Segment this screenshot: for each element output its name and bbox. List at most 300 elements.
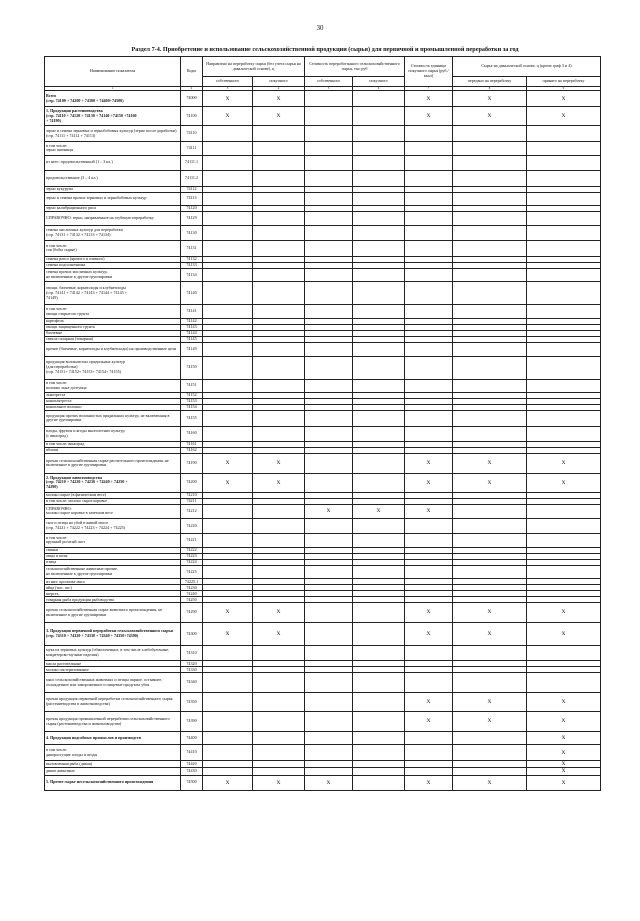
row-cell [353,454,405,474]
table-row [45,673,601,693]
row-cell [253,768,305,775]
row-cell [305,454,353,474]
header-processing-group: Направлено на переработку сырья (без учета сырья на давальческой основе), ц [203,57,305,77]
row-cell [453,212,527,226]
row-name: прочая продукция промышленной переработки сельскохозяйственного сырья (растениеводства и животноводства) [45,712,181,732]
row-name: масла растительные [45,661,181,667]
header-own: собственного [203,77,253,87]
row-cell [405,673,453,693]
table-row [45,775,601,791]
row-cell [527,141,601,155]
row-cell: X [305,775,353,791]
row-cell [253,518,305,534]
row-cell [305,192,353,206]
row-name: зерно калибрационного риса [45,206,181,212]
row-name: Всего (стр. 74100 + 74200 + 74300 + 74400+74500) [45,91,181,107]
row-cell [527,171,601,187]
table-header [45,57,601,91]
row-code: 74320 [181,661,203,667]
table-row [45,141,601,155]
row-cell [353,673,405,693]
row-cell [405,126,453,142]
row-cell [353,268,405,282]
row-cell [305,225,353,241]
row-cell: X [203,91,253,107]
row-cell: X [453,622,527,645]
row-cell: X [453,603,527,623]
header-accepted: принято на переработку [527,77,601,87]
row-code: 74350 [181,692,203,712]
row-name: в том числе: волокно льна-долгунца [45,379,181,393]
row-cell [405,192,453,206]
row-cell: X [203,473,253,493]
row-cell [353,379,405,393]
row-cell [453,565,527,579]
column-number: 1 [45,87,181,91]
row-cell [527,356,601,379]
row-cell [305,342,353,356]
row-code: 74120 [181,206,203,212]
row-cell [527,565,601,579]
row-name: товарная рыба продукция рыбоводства [45,597,181,603]
row-cell [527,241,601,257]
row-cell [353,192,405,206]
row-cell [253,505,305,519]
row-code: 74500 [181,775,203,791]
row-cell [253,673,305,693]
row-cell [453,645,527,661]
row-cell: X [527,106,601,126]
row-code: 74145 [181,336,203,342]
row-code: 74154 [181,405,203,411]
row-cell: X [453,91,527,107]
row-code: 74410 [181,745,203,761]
row-cell: X [527,712,601,732]
row-name: 5. Прочее сырье несельскохозяйственного происхождения [45,775,181,791]
row-cell: X [203,603,253,623]
row-cell [203,141,253,155]
row-cell [305,603,353,623]
row-name: продукция прочих волокнистых прядильных культур, не включенная в другие группировки [45,411,181,427]
row-cell: X [527,775,601,791]
row-name: овцы и козы [45,553,181,559]
row-cell: X [527,91,601,107]
row-cell [305,356,353,379]
row-cell [305,379,353,393]
row-name: семена подсолнечника [45,262,181,268]
row-cell [353,603,405,623]
row-cell [203,411,253,427]
row-cell [405,171,453,187]
row-name: 2. Продукция животноводства (стр. 74210 + 74220 + 74230 + 74240 + 74250 + 74290) [45,473,181,493]
row-cell [305,645,353,661]
row-cell [527,212,601,226]
row-code: 74190 [181,454,203,474]
row-cell: X [353,505,405,519]
row-cell [353,126,405,142]
row-cell [453,673,527,693]
row-cell [305,305,353,319]
row-code: 74300 [181,622,203,645]
row-code: 74130 [181,225,203,241]
row-name: в том числе: молоко сырое коровье [45,499,181,505]
row-cell [253,241,305,257]
row-cell [405,342,453,356]
row-cell [203,518,253,534]
row-cell: X [405,454,453,474]
page-number: 30 [316,24,324,32]
table-row [45,505,601,519]
row-name: молоко сырое (в физическом весе) [45,493,181,499]
row-cell [405,645,453,661]
row-cell [203,212,253,226]
row-cell: X [253,603,305,623]
table-row [45,712,601,732]
row-cell [453,155,527,171]
row-cell [203,192,253,206]
row-cell [405,745,453,761]
row-cell [353,141,405,155]
row-cell [353,645,405,661]
row-cell [353,282,405,305]
row-cell [353,91,405,107]
row-cell: X [527,760,601,767]
row-cell [305,171,353,187]
row-cell [203,171,253,187]
row-code: 74340 [181,673,203,693]
row-name: 4. Продукция подсобных промыслов и производств [45,731,181,745]
row-cell [353,305,405,319]
table-row [45,356,601,379]
row-code: 74100 [181,106,203,126]
row-code: 74141 [181,305,203,319]
row-cell [353,426,405,442]
row-cell: X [527,768,601,775]
row-cell [453,356,527,379]
row-cell: X [203,454,253,474]
row-code: 74420 [181,760,203,767]
row-code: 74221 [181,534,203,548]
row-cell [203,379,253,393]
row-cell [203,645,253,661]
row-cell [253,645,305,661]
row-cell [305,155,353,171]
row-name: в том числе: крупный рогатый скот [45,534,181,548]
row-cell [353,518,405,534]
row-cell: X [527,731,601,745]
row-cell [253,565,305,579]
row-code: 74144 [181,330,203,336]
row-cell: X [253,473,305,493]
row-cell [203,692,253,712]
row-cell: X [405,712,453,732]
row-name: прочая сельскохозяйственная сырье растительного происхождения, не включенное в другие группировки [45,454,181,474]
row-cell [405,212,453,226]
row-cell [453,282,527,305]
row-cell [353,712,405,732]
row-code: 74152 [181,393,203,399]
row-cell [353,745,405,761]
row-cell [405,268,453,282]
row-cell [203,712,253,732]
row-cell [305,692,353,712]
row-code: 74210 [181,493,203,499]
row-cell [253,760,305,767]
table-row [45,192,601,206]
table-row [45,282,601,305]
row-code: 74110 [181,126,203,142]
row-cell [405,379,453,393]
row-cell [203,745,253,761]
row-code: 74230 [181,585,203,591]
table-row [45,745,601,761]
section-title: Раздел 7-4. Приобретение и использование сельскохозяйственной продукции (сырья) для первичной и промышленной переработки за год [131,46,519,53]
row-code: 74132 [181,256,203,262]
row-cell [353,473,405,493]
row-name: сельскохозяйственные животные прочие, не включенные в другие группировки [45,565,181,579]
row-code: 74161 [181,442,203,448]
column-number: 2 [181,87,203,91]
row-code: 74111.2 [181,171,203,187]
row-code: 74133 [181,262,203,268]
row-name: мука из зерновых культур (обмолоченное, в том числе хлебобулочные, кондитерско-мучные изделия) [45,645,181,661]
row-cell [353,534,405,548]
row-cell [305,712,353,732]
row-cell: X [203,106,253,126]
row-cell [305,518,353,534]
row-cell [353,342,405,356]
row-name: мясо сельскохозяйственных животных и птицы парное, остывшее, охлажденное или замороженное и пищевые продукты убоя [45,673,181,693]
row-name: зерно и семена зерновых и зернобобовых культур (зерно после доработки) (стр. 74111 + 74112 + 74113) [45,126,181,142]
row-cell: X [405,473,453,493]
column-number: 4 [253,87,305,91]
row-name: зерно и семена прочих зерновых и зернобобовых культур [45,192,181,206]
table-row [45,603,601,623]
row-cell [253,155,305,171]
row-cell [253,426,305,442]
row-name: в том числе: соя (бобы сырые) [45,241,181,257]
row-code: 74250 [181,597,203,603]
row-cell [405,534,453,548]
row-cell [405,760,453,767]
table-row [45,622,601,645]
row-name: из них: кроличье мясо [45,579,181,585]
row-code: 74151 [181,379,203,393]
table-row [45,473,601,493]
row-cell [305,565,353,579]
row-name: яблоки [45,448,181,454]
row-cell [253,141,305,155]
row-code: 74223 [181,553,203,559]
header-unit-cost: Стоимость единицы покупного сырья (руб./ккал) [405,57,453,87]
row-cell: X [253,622,305,645]
row-name: свиньи [45,547,181,553]
header-cost-group: Стоимость переработанного сельскохозяйственного сырья, тыс.руб [305,57,405,77]
row-cell [253,745,305,761]
header-own-cost: собственного [305,77,353,87]
row-cell [453,518,527,534]
row-code: 74160 [181,426,203,442]
row-cell [527,534,601,548]
row-cell [453,241,527,257]
row-cell: X [527,454,601,474]
row-cell [353,155,405,171]
row-cell [253,411,305,427]
header-tolling-group: Сырье на давальческой основе, ц (кроме граф 3 и 4) [453,57,601,77]
table-row [45,91,601,107]
row-cell [453,505,527,519]
row-name: в том числе: дикорастущие плоды и ягоды [45,745,181,761]
row-cell [453,305,527,319]
row-name: СПРАВОЧНО: молоко сырое коровье в зачетном весе [45,505,181,519]
table-row [45,171,601,187]
row-cell: X [527,473,601,493]
row-cell [405,225,453,241]
row-cell [203,282,253,305]
table-row [45,411,601,427]
table-row [45,225,601,241]
row-cell: X [405,91,453,107]
row-name: в том числе: виноград [45,442,181,448]
table-row [45,106,601,126]
table-row [45,518,601,534]
row-cell [353,768,405,775]
row-code: 74240 [181,591,203,597]
row-code: 74220 [181,518,203,534]
row-cell: X [405,692,453,712]
row-cell [305,473,353,493]
row-cell [527,305,601,319]
row-cell [305,268,353,282]
row-name: плоды, фрукты и ягоды многолетних культур (с виноград) [45,426,181,442]
row-cell [453,126,527,142]
row-cell [203,565,253,579]
table-row [45,692,601,712]
row-cell [253,356,305,379]
row-code: 74290 [181,603,203,623]
row-cell [453,745,527,761]
row-cell [253,731,305,745]
row-cell: X [253,775,305,791]
row-cell: X [203,622,253,645]
row-cell [203,731,253,745]
row-cell: X [405,775,453,791]
row-cell [203,305,253,319]
row-name: семена масличных культур для переработки (стр. 74131 + 74132 + 74133 + 74134) [45,225,181,241]
row-code: 74222 [181,547,203,553]
row-cell [527,645,601,661]
row-cell [353,225,405,241]
row-cell [527,518,601,534]
row-cell [253,225,305,241]
row-name: молоко пастеризованное [45,667,181,673]
row-cell [305,241,353,257]
row-name: шерсть [45,591,181,597]
row-code: 74225.1 [181,579,203,585]
row-name: прочая сельскохозяйственная сырье животного происхождения, не включенное в другие группировки [45,603,181,623]
row-cell: X [453,712,527,732]
row-cell [253,212,305,226]
table-row [45,241,601,257]
row-cell [453,426,527,442]
row-code: 74000 [181,91,203,107]
table-row [45,212,601,226]
row-code: 74111.1 [181,155,203,171]
table-row [45,454,601,474]
row-cell [305,534,353,548]
row-name: 3. Продукция первичной переработки сельскохозяйственного сырья (стр. 74310 + 74320 + 74330 + 74340 + 74350+74390) [45,622,181,645]
row-cell [253,379,305,393]
table-row [45,342,601,356]
table-row [45,305,601,319]
row-cell [527,342,601,356]
row-cell [253,342,305,356]
row-cell [203,505,253,519]
row-cell [527,268,601,282]
row-cell [305,426,353,442]
table-row [45,534,601,548]
row-cell [405,356,453,379]
row-cell: X [405,603,453,623]
row-cell: X [203,775,253,791]
row-cell: X [453,454,527,474]
row-cell [453,411,527,427]
row-cell [527,673,601,693]
row-cell [353,731,405,745]
table-row [45,155,601,171]
row-name: свекла сахарная (товарная) [45,336,181,342]
row-code: 74200 [181,473,203,493]
row-name: в том числе: зерно пшеницы [45,141,181,155]
row-code: 74142 [181,318,203,324]
row-name: в том числе: овощи открытого грунта [45,305,181,319]
row-cell [203,534,253,548]
column-number: 9 [527,87,601,91]
row-cell [305,141,353,155]
row-cell [203,126,253,142]
row-cell [453,171,527,187]
row-code: 74112 [181,186,203,192]
row-cell [203,768,253,775]
row-code: 74224 [181,559,203,565]
row-cell [203,155,253,171]
header-code: Коды [181,57,203,87]
table-row [45,760,601,767]
row-cell [353,775,405,791]
row-code: 74225 [181,565,203,579]
header-transferred: передано на переработку [453,77,527,87]
row-cell [353,241,405,257]
row-cell [203,426,253,442]
header-name: Наименование показателя [45,57,181,87]
row-cell [527,505,601,519]
row-cell [253,692,305,712]
row-cell [305,731,353,745]
column-number: 8 [453,87,527,91]
row-name: коноплятреста [45,399,181,405]
row-cell: X [453,106,527,126]
row-cell [353,171,405,187]
table-row [45,565,601,579]
row-name: птица [45,559,181,565]
row-cell: X [405,505,453,519]
row-cell: X [405,622,453,645]
row-cell [453,768,527,775]
row-cell: X [305,505,353,519]
row-cell [203,760,253,767]
header-bought-cost: покупного [353,77,405,87]
section-table [44,56,601,791]
